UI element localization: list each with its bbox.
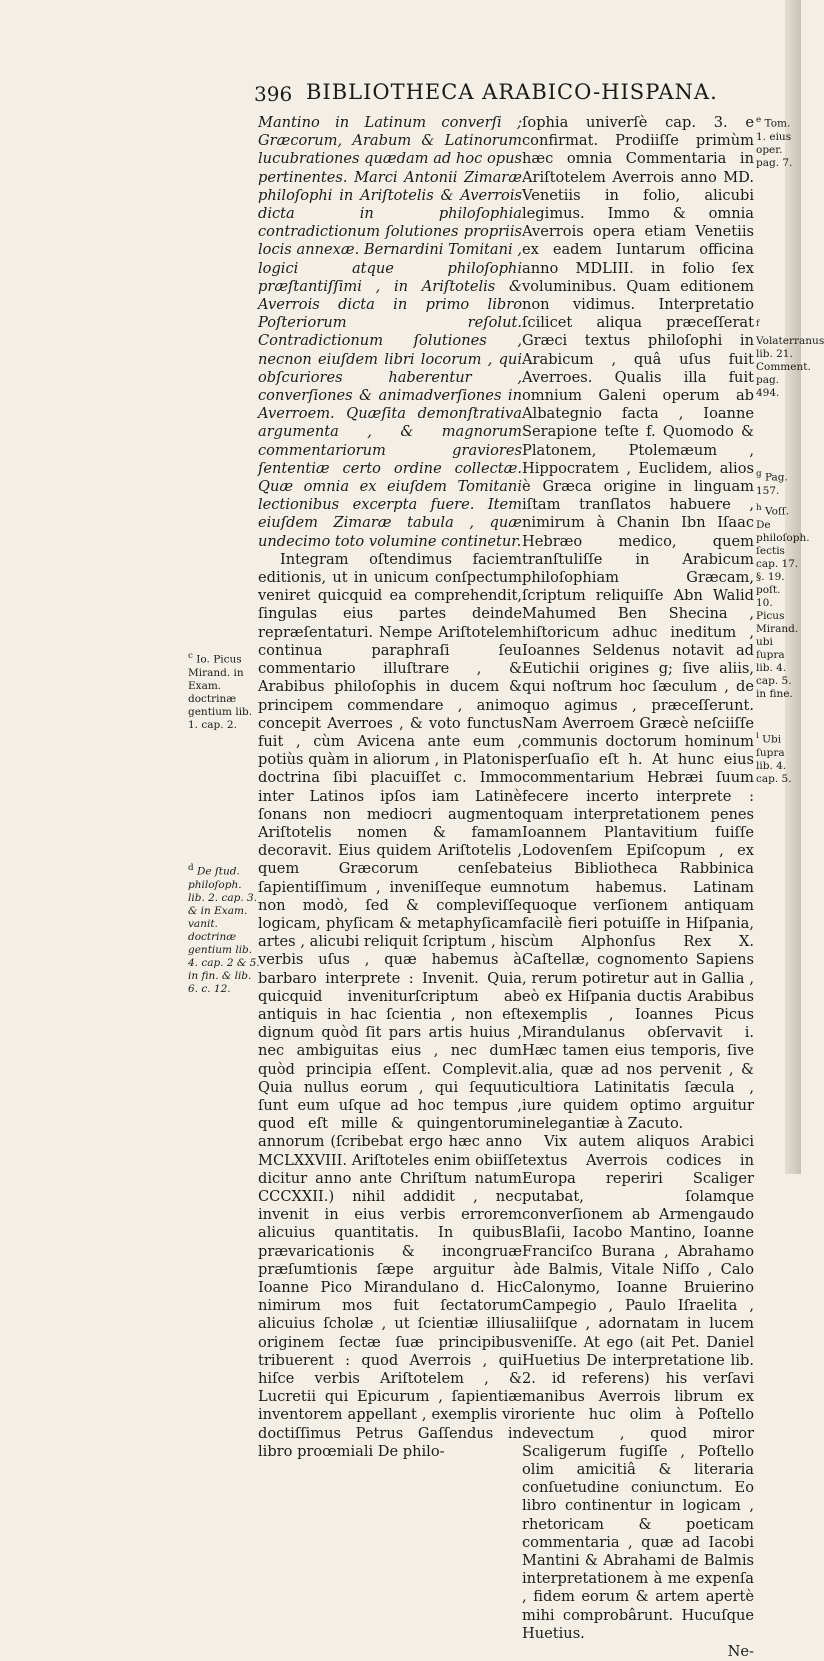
right-paragraph-1: ſophia univerſè cap. 3. e confirmat. Prodiiſſe primùm hæc omnia Commentaria in Ariſtotelem Averrois anno MD. Venetiis in folio, alicubi legimus. Immo & omnia Averrois opera etiam Venetiis ex eadem Iuntarum officina anno MDLIII. in folio ſex voluminibus. Quam editionem non vidimus. Interpretatio ſcilicet aliqua præceſſerat Græci textus philoſophi in Arabicum , quâ uſus fuit Averroes. Qualis illa fuit omnium Galeni operum ab Albategnio facta , Ioanne Serapione teſte f. Quomodo & Platonem, Ptolemæum , Hippocratem , Euclidem, alios è Græca origine in linguam iſtam tranſlatos habuere , nimirum à Chanin Ibn Iſaac Hebræo medico, quem tranſtuliſſe in Arabicum philoſophiam Græcam, ſcriptum reliquiſſe Abn Walid Mahumed Ben Shecina , hiſtoricum adhuc ineditum , Ioannes Seldenus notavit ad Eutichii origines g; ſive aliis, qui noſtrum hoc ſæculum , de quo agimus , præceſſerunt. Nam Averroem Græcè neſciiſſe communis doctorum hominum perſuaſio eſt h. At hunc eius commentarium Hebræi ſuum fecere incerto interprete : quam interpretationem penes Ioannem Plantavitium fuiſſe Lodovenſem Epiſcopum , ex eius Bibliotheca Rabbinica notum habemus. Latinam quoque verſionem antiquam facilè fieri potuiſſe in Hiſpania, cùm Alphonſus Rex X. Caſtellæ, cognomento Sapiens , rerum potiretur aut in Gallia , eò ex Hiſpania ductis Arabibus exemplis , Ioannes Picus Mirandulanus obſervavit i. Hæc tamen eius temporis, ſive alia, quæ ad nos pervenit , & cultiora Latinitatis ſæcula , iure quidem optimo arguitur inelegantiæ à Zacuto. <box>522 114 754 1133</box>
right-column <box>522 114 754 1661</box>
margin-note-d: $^d$ De ſtud. philoſoph. lib. 2. cap. 3. & in Exam. vanit. doctrinæ gentium lib. 4. cap. 2 & 5. in fin. & lib. 6. c. 12. <box>188 863 260 995</box>
margin-note-i: $^i$ Ubi ſupra lib. 4. cap. 5. <box>756 731 792 785</box>
margin-note-c: $^c$ Io. Picus Mirand. in Exam. doctrinæ gentium lib. 1. cap. 2. <box>188 651 253 731</box>
right-paragraph-2: Vix autem aliquos Arabici textus Averrois codices in Europa reperiri Scaliger putabat, ſolamque converſionem ab Armengaudo Blaſii, Iacobo Mantino, Ioanne Franciſco Burana , Abrahamo de Balmis, Vitale Niſſo , Calo Calonymo, Ioanne Bruierino Campegio , Paulo Iſraelita , aliiſque , adornatam in lucem veniſſe. At ego (ait Pet. Daniel Huetius De interpretatione lib. 2. id referens) his verſavi manibus Averrois librum ex oriente huc olim à Poſtello devectum , quod miror Scaligerum fugiſſe , Poſtello olim amicitiâ & literaria conſuetudine coniunctum. Eo libro continentur in logicam , rhetoricam & poeticam commentaria , quæ ad Iacobi Mantini & Abrahami de Balmis interpretationem à me expenſa , fidem eorum & artem apertè mihi comprobârunt. Hucuſque Huetius. <box>522 1133 754 1642</box>
margin-note-f: $^f$ Volaterranus lib. 21. Comment. pag. 494. <box>756 319 824 399</box>
left-paragraph-2: Integram oſtendimus faciem editionis, ut in unicum conſpectum veniret quicquid ea comprehendit, ſingulas eius partes deinde repræſentaturi. Nempe Ariſtotelem continua paraphraſi ſeu commentario illuſtrare , & Arabibus philoſophis in ducem & principem commendare , animo concepit Averroes , & voto functus fuit , cùm Avicena ante eum , potiùs quàm in aliorum , in Platonis doctrina ſibi placuiſſet c. Immo inter Latinos ipſos iam Latinè ſonans non mediocri augmento Ariſtotelis nomen & famam decoravit. Eius quidem Ariſtotelis , quem Græcorum cenſebat ſapientiſſimum , inveniſſeque eum non modò, ſed & compleviſſe logicam, phyſicam & metaphyſicam artes , alicubi reliquit ſcriptum , his verbis uſus , quæ habemus à barbaro interprete : Invenit. Quia quicquid inveniturſcriptum ab antiquis in hac ſcientia , non eſt dignum quòd ſit pars artis huius , nec ambiguitas eius , nec dum quòd principia eſſent. Complevit. Quia nullus eorum , qui ſequuti ſunt eum uſque ad hoc tempus , quod eſt mille & quingentorum annorum (ſcribebat ergo hæc anno MCLXXVIII. Ariſtoteles enim obiiſſe dicitur anno ante Chriſtum natum CCCXXII.) nihil addidit , nec invenit in eius verbis errorem alicuius quantitatis. In quibus prævaricationis & incongruæ præſumtionis ſæpe arguitur à Ioanne Pico Mirandulano d. Hic nimirum mos fuit ſectatorum alicuius ſcholæ , ut ſcientiæ illius originem ſectæ ſuæ principibus tribuerent : quod Averrois , qui hiſce verbis Ariſtotelem , & Lucretii qui Epicurum , ſapientiæ inventorem appellant , exemplis vir doctiſſimus Petrus Gaſſendus in libro proœmiali De philo- <box>258 550 522 1460</box>
margin-note-e: $^e$ Tom. 1. eius oper. pag. 7. <box>756 115 793 169</box>
running-head: BIBLIOTHECA ARABICO-HISPANA. <box>306 80 718 104</box>
page-number: 396 <box>254 82 293 106</box>
margin-note-g: $^g$ Pag. 157. <box>756 469 788 497</box>
margin-note-h: $^h$ Voſſ. De philoſoph. ſectis cap. 17. §. 19. poſt. 10. Picus Mirand. ubi ſupra lib. 4. cap. 5. in fine. <box>756 503 810 700</box>
left-column <box>258 114 522 1461</box>
catchword: Ne- <box>727 1643 754 1661</box>
left-paragraph-1: Mantino in Latinum converſi ; Græcorum, Arabum & Latinorum lucubrationes quædam ad hoc opus pertinentes. Marci Antonii Zimaræ philoſophi in Ariſtotelis & Averrois dicta in philoſophia contradictionum ſolutiones propriis locis annexæ. Bernardini Tomitani , logici atque philoſophi præſtantiſſimi , in Ariſtotelis & Averrois dicta in primo libro Poſteriorum reſolut. Contradictionum ſolutiones , necnon eiuſdem libri locorum , qui obſcuriores haberentur , converſiones & animadverſiones in Averroem. Quæſita demonſtrativa argumenta , & magnorum commentariorum graviores ſententiæ certo ordine collectæ. Quæ omnia ex eiuſdem Tomitani lectionibus excerpta fuere. Item eiuſdem Zimaræ tabula , quæ undecimo toto volumine continetur. <box>258 114 522 550</box>
